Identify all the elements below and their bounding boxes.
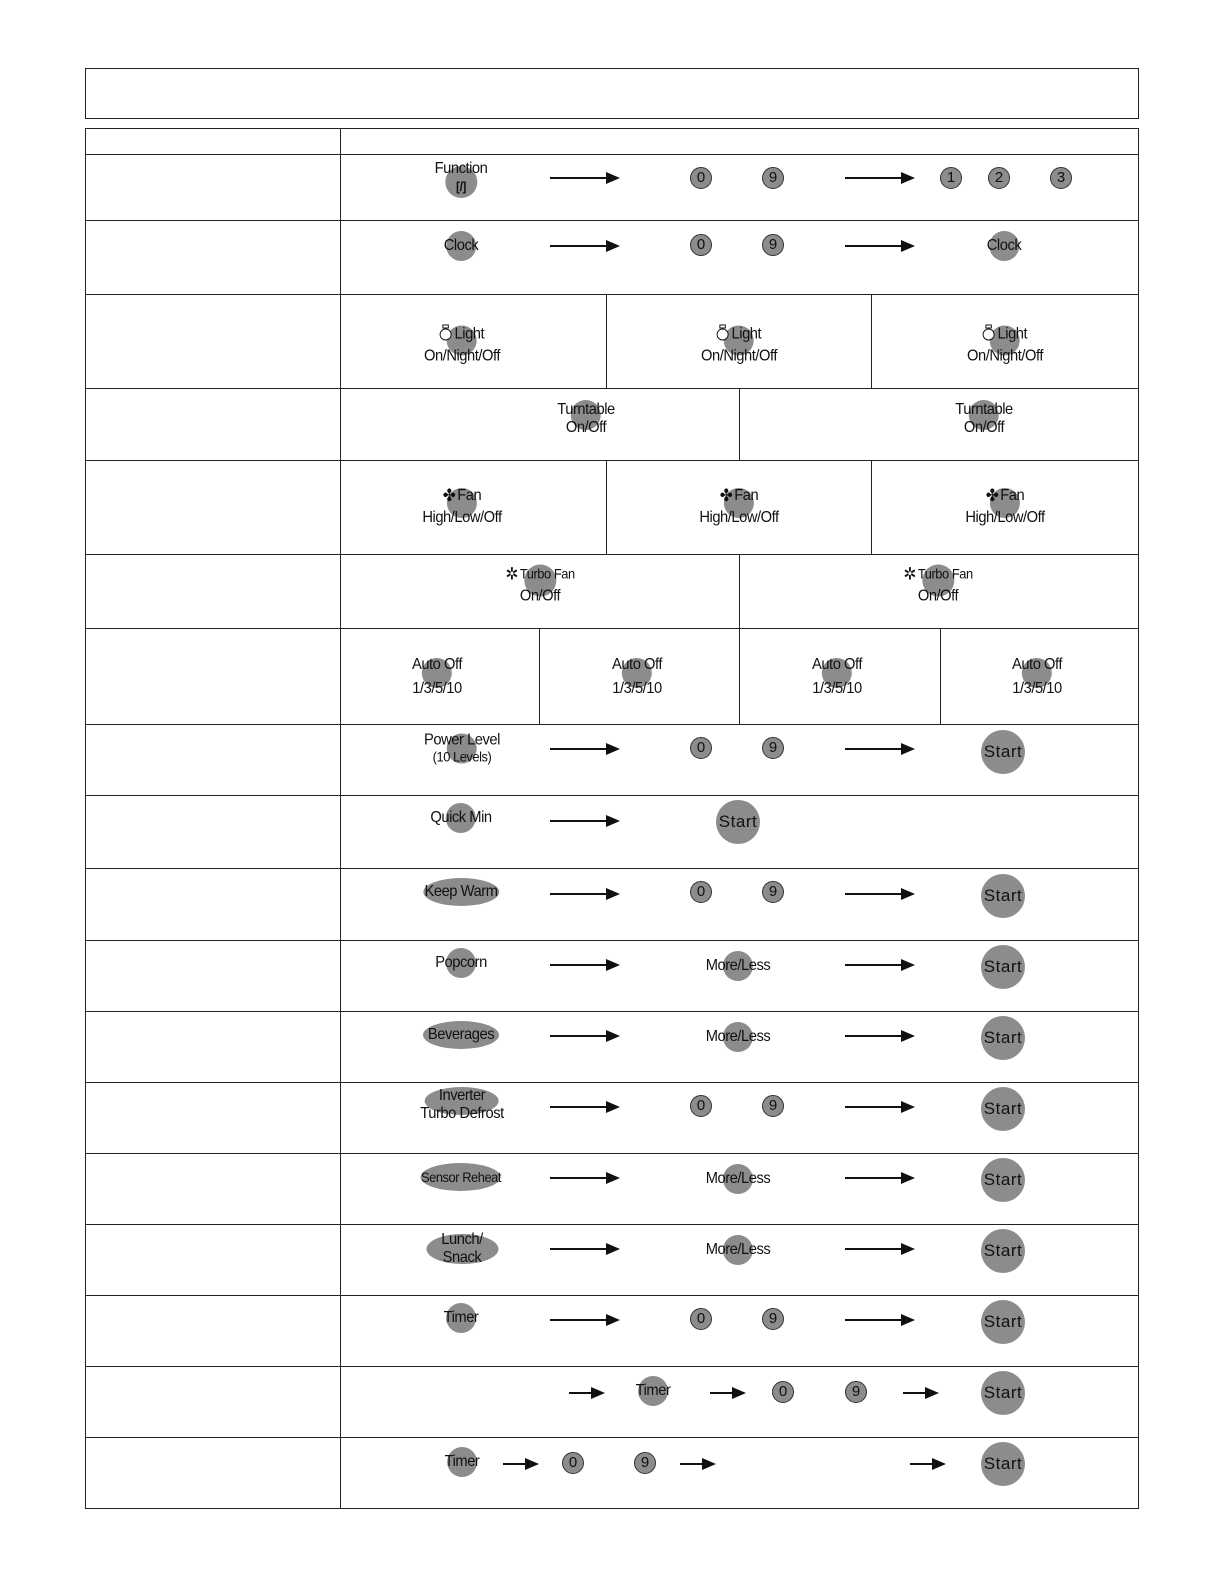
more-less-button[interactable] [703,1170,773,1188]
row-line [85,1153,1139,1154]
turntable-button[interactable] [555,401,618,437]
turbo-fan-button[interactable] [502,565,577,606]
digit-0-button[interactable]: 0 [772,1381,794,1403]
more-less-label: More/Less [705,957,771,974]
lunch-label: Lunch/ [441,1231,483,1248]
start-button[interactable]: Start [981,1229,1025,1273]
auto-off-sub-label: 1/3/5/10 [812,680,862,697]
digit-2-button[interactable]: 2 [988,167,1010,189]
digit-9-button[interactable]: 9 [762,167,784,189]
start-button[interactable]: Start [981,1371,1025,1415]
digit-9-button[interactable]: 9 [634,1452,656,1474]
arrow-right-icon [845,1172,915,1184]
fan-button[interactable] [696,487,782,527]
turntable-sub-label: On/Off [565,419,607,436]
fan-label: Fan [734,487,759,504]
arrow-right-icon [569,1387,605,1399]
cell-divider [739,388,740,460]
start-button[interactable]: Start [981,1087,1025,1131]
auto-off-button[interactable] [810,656,864,698]
fan-sub-label: High/Low/Off [699,509,779,526]
popcorn-button[interactable] [433,954,489,972]
light-button[interactable] [964,325,1047,366]
clock-label: Clock [443,237,479,254]
function-key-label: [/] [456,179,466,194]
cell-divider [606,460,607,554]
digit-1-button[interactable]: 1 [940,167,962,189]
light-sub-label: On/Night/Off [700,347,778,365]
digit-9-button[interactable]: 9 [762,881,784,903]
function-label: Function [434,160,488,177]
row-line [85,1437,1139,1438]
column-divider [340,128,341,1509]
turbo-fan-label-b: Fan [951,565,973,582]
auto-off-sub-label: 1/3/5/10 [412,680,462,697]
row-line [85,294,1139,295]
start-button[interactable]: Start [981,1300,1025,1344]
row-line [85,460,1139,461]
more-less-button[interactable] [703,1028,773,1046]
turbo-fan-label-a: Turbo [519,565,551,582]
arrow-right-icon [550,1172,620,1184]
beverages-label: Beverages [427,1026,495,1043]
timer-button[interactable] [634,1382,672,1400]
digit-0-button[interactable]: 0 [690,1308,712,1330]
arrow-right-icon [680,1458,716,1470]
row-line [85,388,1139,389]
start-button[interactable]: Start [981,730,1025,774]
more-less-label: More/Less [705,1170,771,1187]
light-label: Light [731,325,762,343]
digit-3-button[interactable]: 3 [1050,167,1072,189]
arrow-right-icon [845,888,915,900]
bulb-icon [717,325,729,341]
turntable-sub-label: On/Off [963,419,1005,436]
auto-off-label: Auto Off [611,656,663,673]
digit-0-button[interactable]: 0 [690,881,712,903]
arrow-right-icon [845,743,915,755]
fan-sub-label: High/Low/Off [965,509,1045,526]
row-line [85,1366,1139,1367]
row-line [85,1011,1139,1012]
auto-off-sub-label: 1/3/5/10 [1012,680,1062,697]
fan-button[interactable] [962,487,1048,527]
quick-min-button[interactable] [428,809,495,827]
popcorn-label: Popcorn [435,954,487,971]
start-button[interactable]: Start [981,1442,1025,1486]
digit-0-button[interactable]: 0 [690,737,712,759]
fan-icon: ✤ [719,486,733,505]
cell-divider [739,554,740,628]
start-button[interactable]: Start [716,800,760,844]
timer-button[interactable] [442,1309,480,1327]
auto-off-sub-label: 1/3/5/10 [612,680,662,697]
row-line [85,1295,1139,1296]
row-line [85,795,1139,796]
start-button[interactable]: Start [981,1158,1025,1202]
row-line [85,154,1139,155]
arrow-right-icon [550,815,620,827]
cell-divider [940,628,941,724]
row-line [85,940,1139,941]
row-line [85,724,1139,725]
sensor-reheat-label: Sensor Reheat [421,1169,501,1185]
arrow-right-icon [550,240,620,252]
function-button[interactable] [432,160,489,196]
arrow-right-icon [550,1243,620,1255]
beverages-button[interactable] [425,1026,497,1044]
arrow-right-icon [845,1243,915,1255]
row-line [85,868,1139,869]
turbo-fan-icon: ✲ [903,564,916,584]
arrow-right-icon [910,1458,946,1470]
row-line [85,220,1139,221]
turbo-fan-sub-label: On/Off [519,587,561,605]
row-line [85,628,1139,629]
auto-off-button[interactable] [610,656,664,698]
digit-9-button[interactable]: 9 [762,737,784,759]
digit-9-button[interactable]: 9 [762,1095,784,1117]
more-less-label: More/Less [705,1241,771,1258]
cell-divider [871,294,872,388]
turbo-fan-icon: ✲ [505,564,518,584]
arrow-right-icon [503,1458,539,1470]
arrow-right-icon [710,1387,746,1399]
light-button[interactable] [698,325,781,366]
arrow-right-icon [845,172,915,184]
arrow-right-icon [845,1030,915,1042]
arrow-right-icon [903,1387,939,1399]
turntable-button[interactable] [953,401,1016,437]
cell-divider [739,628,740,724]
light-button[interactable] [421,325,504,366]
power-level-label: Power Level [424,731,500,749]
arrow-right-icon [550,1030,620,1042]
power-level-sub-label: (10 Levels) [432,748,492,765]
turntable-label: Turntable [955,401,1013,418]
cell-divider [871,460,872,554]
fan-icon: ✤ [442,486,456,505]
inverter-label: Inverter [438,1087,486,1104]
arrow-right-icon [550,1314,620,1326]
arrow-right-icon [845,1101,915,1113]
fan-label: Fan [457,487,482,504]
digit-9-button[interactable]: 9 [845,1381,867,1403]
lunch-snack-button[interactable] [439,1231,484,1267]
light-label: Light [454,325,485,343]
cell-divider [539,628,540,724]
auto-off-label: Auto Off [811,656,863,673]
bulb-icon [440,325,452,341]
turbo-fan-label-a: Turbo [917,565,949,582]
more-less-button[interactable] [703,1241,773,1259]
keep-warm-button[interactable] [421,883,500,901]
start-button[interactable]: Start [981,874,1025,918]
row-line [85,554,1139,555]
start-button[interactable]: Start [981,1016,1025,1060]
sensor-reheat-button[interactable] [418,1168,505,1186]
fan-icon: ✤ [985,486,999,505]
turbo-fan-sub-label: On/Off [917,587,959,605]
digit-9-button[interactable]: 9 [762,1308,784,1330]
arrow-right-icon [550,1101,620,1113]
turbo-fan-label-b: Fan [553,565,575,582]
arrow-right-icon [845,959,915,971]
bulb-icon [983,325,995,341]
inverter-turbo-defrost-button[interactable] [417,1087,508,1123]
inverter-sub-label: Turbo Defrost [420,1105,504,1122]
fan-sub-label: High/Low/Off [422,509,502,526]
fan-label: Fan [1000,487,1025,504]
more-less-label: More/Less [705,1028,771,1045]
arrow-right-icon [550,172,620,184]
timer-button[interactable] [443,1453,481,1471]
power-level-button[interactable] [421,732,504,765]
digit-0-button[interactable]: 0 [690,1095,712,1117]
timer-label: Timer [444,1453,480,1470]
lunch-sub-label: Snack [442,1249,482,1266]
light-label: Light [997,325,1028,343]
digit-0-button[interactable]: 0 [690,234,712,256]
light-sub-label: On/Night/Off [966,347,1044,365]
digit-9-button[interactable]: 9 [762,234,784,256]
auto-off-button[interactable] [1010,656,1064,698]
clock-button[interactable] [985,237,1023,255]
arrow-right-icon [550,959,620,971]
timer-label: Timer [443,1309,479,1326]
arrow-right-icon [845,240,915,252]
more-less-button[interactable] [703,957,773,975]
arrow-right-icon [845,1314,915,1326]
auto-off-button[interactable] [410,656,464,698]
start-button[interactable]: Start [981,945,1025,989]
light-sub-label: On/Night/Off [423,347,501,365]
fan-button[interactable] [419,487,505,527]
timer-label: Timer [635,1382,671,1399]
arrow-right-icon [550,743,620,755]
keep-warm-label: Keep Warm [424,883,498,900]
cell-divider [606,294,607,388]
turbo-fan-button[interactable] [900,565,975,606]
clock-button[interactable] [442,237,480,255]
auto-off-label: Auto Off [411,656,463,673]
auto-off-label: Auto Off [1011,656,1063,673]
header-box [85,68,1139,119]
quick-min-label: Quick Min [430,809,492,826]
turntable-label: Turntable [557,401,615,418]
row-line [85,1082,1139,1083]
clock-label: Clock [986,237,1022,254]
digit-0-button[interactable]: 0 [690,167,712,189]
digit-0-button[interactable]: 0 [562,1452,584,1474]
row-line [85,1224,1139,1225]
arrow-right-icon [550,888,620,900]
